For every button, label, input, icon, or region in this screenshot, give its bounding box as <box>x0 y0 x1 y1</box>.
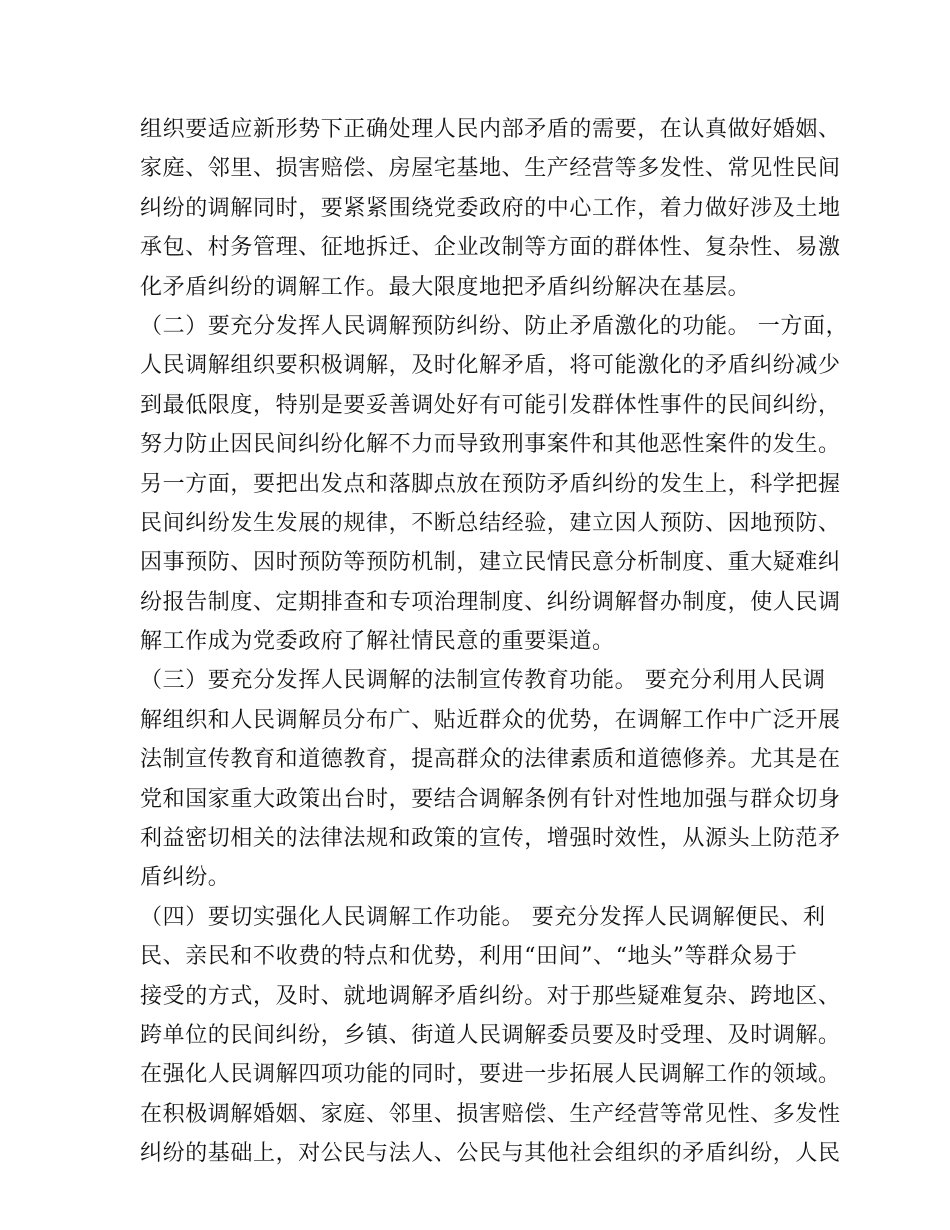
text-line: 纠纷的基础上，对公民与法人、公民与其他社会组织的矛盾纠纷，人民 <box>140 1141 841 1167</box>
text-line: 法制宣传教育和道德教育，提高群众的法律素质和道德修养。尤其是在 <box>140 747 841 773</box>
text-line: 人民调解组织要积极调解，及时化解矛盾，将可能激化的矛盾纠纷减少 <box>140 353 841 379</box>
text-line: 组织要适应新形势下正确处理人民内部矛盾的需要，在认真做好婚姻、 <box>140 117 841 142</box>
section-heading-2: （二）要充分发挥人民调解预防纠纷、防止矛盾激化的功能。 一方面， <box>140 313 849 339</box>
text-line: 盾纠纷。 <box>140 865 231 891</box>
text-line: 接受的方式，及时、就地调解矛盾纠纷。对于那些疑难复杂、跨地区、 <box>140 983 841 1009</box>
text-line: 纷报告制度、定期排查和专项治理制度、纠纷调解督办制度，使人民调 <box>140 589 841 615</box>
text-line: 解工作成为党委政府了解社情民意的重要渠道。 <box>140 629 615 655</box>
section-heading-3: （三）要充分发挥人民调解的法制宣传教育功能。 要充分利用人民调 <box>140 668 826 694</box>
text-line: 努力防止因民间纠纷化解不力而导致刑事案件和其他恶性案件的发生。 <box>140 432 841 458</box>
text-line: 跨单位的民间纠纷，乡镇、街道人民调解委员要及时受理、及时调解。 <box>140 1022 841 1048</box>
text-line: 解组织和人民调解员分布广、贴近群众的优势，在调解工作中广泛开展 <box>140 707 841 733</box>
text-line: 民间纠纷发生发展的规律，不断总结经验，建立因人预防、因地预防、 <box>140 510 841 536</box>
text-line: 另一方面，要把出发点和落脚点放在预防矛盾纠纷的发生上，科学把握 <box>140 471 841 497</box>
text-line: 在强化人民调解四项功能的同时，要进一步拓展人民调解工作的领域。 <box>140 1062 841 1088</box>
text-line: 化矛盾纠纷的调解工作。最大限度地把矛盾纠纷解决在基层。 <box>140 274 751 300</box>
text-line: 民、亲民和不收费的特点和优势，利用“田间”、“地头”等群众易于 <box>140 944 798 970</box>
body-text <box>140 110 849 1174</box>
text-line: 纠纷的调解同时，要紧紧围绕党委政府的中心工作，着力做好涉及土地 <box>140 195 841 221</box>
text-line: 承包、村务管理、征地拆迁、企业改制等方面的群体性、复杂性、易激 <box>140 235 841 261</box>
text-line: 在积极调解婚姻、家庭、邻里、损害赔偿、生产经营等常见性、多发性 <box>140 1101 841 1127</box>
text-line: 党和国家重大政策出台时，要结合调解条例有针对性地加强与群众切身 <box>140 786 841 812</box>
text-line: 利益密切相关的法律法规和政策的宣传，增强时效性，从源头上防范矛 <box>140 826 841 852</box>
section-heading-4: （四）要切实强化人民调解工作功能。 要充分发挥人民调解便民、利 <box>140 904 826 930</box>
text-line: 家庭、邻里、损害赔偿、房屋宅基地、生产经营等多发性、常见性民间 <box>140 156 841 182</box>
text-line: 因事预防、因时预防等预防机制，建立民情民意分析制度、重大疑难纠 <box>140 550 841 576</box>
text-line: 到最低限度，特别是要妥善调处好有可能引发群体性事件的民间纠纷， <box>140 392 841 418</box>
